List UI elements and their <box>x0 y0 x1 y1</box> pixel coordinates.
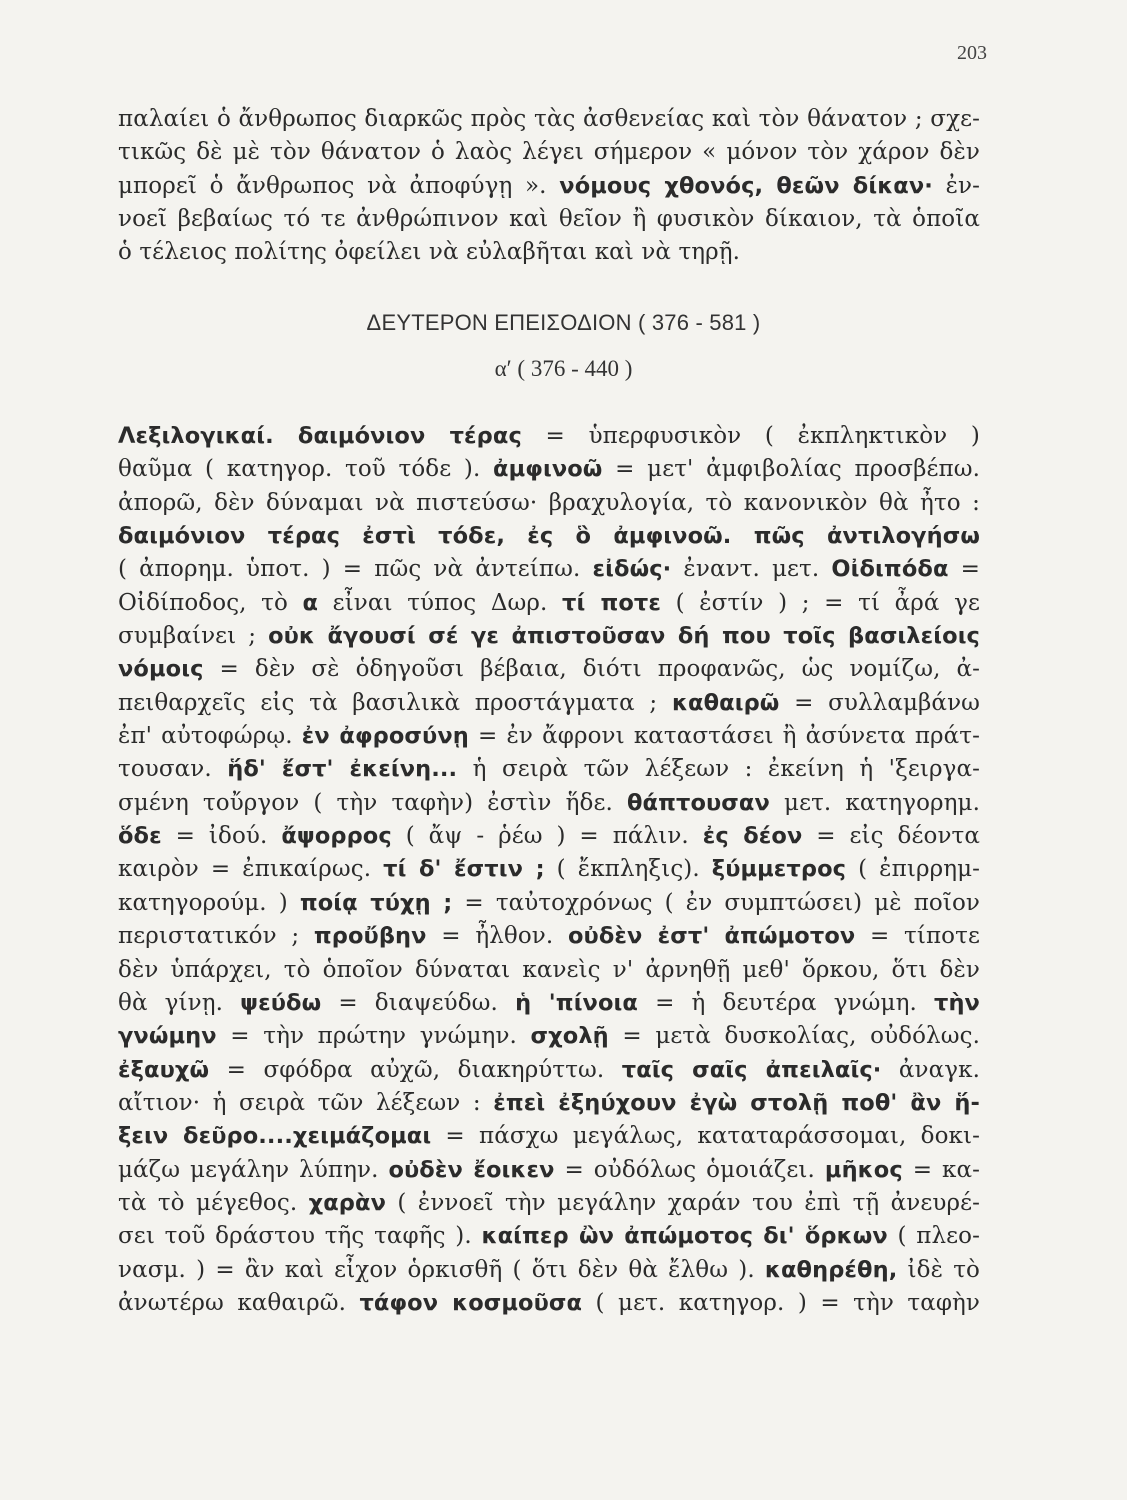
bold-term: νόμους χθονός, θεῶν δίκαν· <box>559 172 933 199</box>
text-span: = οὐδόλως ὁμοιάζει. <box>554 1156 825 1183</box>
text-line <box>118 487 980 520</box>
text-line <box>118 136 980 169</box>
bold-term: οὐδὲν ἔοικεν <box>388 1156 555 1183</box>
text-span: = τὴν πρώτην γνώμην. <box>216 1023 531 1050</box>
text-span: μπορεῖ ὁ ἄνθρωπος νὰ ἀποφύγῃ ». <box>118 172 560 199</box>
bold-term: ἀμφινοῶ <box>493 456 603 483</box>
text-line <box>118 420 980 453</box>
text-span: ( ἄψ - ῥέω ) = πάλιν. <box>391 823 703 850</box>
text-span: = ἦλθον. <box>426 923 568 950</box>
bold-term: οὐδὲν ἐστ' ἀπώμοτον <box>567 923 856 950</box>
text-span: Οἰδίποδος, τὸ <box>118 589 303 616</box>
text-span: ( ἐννοεῖ τὴν μεγάλην χαράν του ἐπὶ τῇ ἀνευρέ- <box>386 1189 980 1216</box>
text-line <box>118 987 980 1020</box>
bold-term: ἐπεὶ ἐξηύχουν ἐγὼ στολῇ ποθ' ἂν ἥ- <box>493 1089 980 1116</box>
text-span: εἶναι τύπος Δωρ. <box>318 589 563 616</box>
text-line <box>118 1054 980 1087</box>
subsection-heading: α′ ( 376 - 440 ) <box>494 356 633 381</box>
text-line <box>118 1254 980 1287</box>
text-line <box>118 653 980 686</box>
text-line <box>118 1154 980 1187</box>
bold-term: τί δ' ἔστιν ; <box>383 856 545 883</box>
text-span: = συλλαμβάνω <box>779 689 980 716</box>
text-line <box>118 236 980 269</box>
bold-term: προὔβην <box>313 923 427 950</box>
text-span: δὲν ὑπάρχει, τὸ ὁποῖον δύναται κανεὶς ν' ἀρνηθῇ μεθ' ὅρκου, ὅτι δὲν <box>118 956 980 983</box>
text-line <box>118 720 980 753</box>
text-line <box>118 103 980 136</box>
text-span: ἐναντ. μετ. <box>671 556 832 583</box>
text-span: αἴτιον· ἡ σειρὰ τῶν λέξεων : <box>118 1089 494 1116</box>
section-heading: ΔΕΥΤΕΡΟΝ ΕΠΕΙΣΟΔΙΟΝ ( 376 - 581 ) <box>366 310 761 335</box>
bold-term: ποίᾳ τύχῃ ; <box>299 889 453 916</box>
text-line <box>118 787 980 820</box>
text-span: σει τοῦ δράστου τῆς ταφῆς ). <box>118 1223 482 1250</box>
text-line <box>118 1120 980 1153</box>
bold-term: ἥδ' ἔστ' ἐκείνη... <box>227 756 458 783</box>
text-span: μετ. κατηγορημ. <box>769 789 980 816</box>
text-span: = πάσχω μεγάλως, καταταράσσομαι, δοκι- <box>431 1123 980 1150</box>
text-line <box>118 920 980 953</box>
text-line <box>118 1287 980 1320</box>
bold-term: εἰδώς· <box>592 556 672 583</box>
paragraph-glossary <box>118 420 980 1320</box>
bold-term: νόμοις <box>118 656 204 683</box>
bold-term: ἡ 'πίνοια <box>515 989 638 1016</box>
bold-term: ψεύδω <box>240 989 322 1016</box>
bold-term: γνώμην <box>118 1023 217 1050</box>
text-line <box>118 203 980 236</box>
text-line <box>118 453 980 486</box>
text-span: κατηγορούμ. ) <box>118 889 300 916</box>
text-span: συμβαίνει ; <box>118 623 269 650</box>
bold-term: α <box>302 589 319 616</box>
text-span: ( ἐπιρρημ- <box>846 856 980 883</box>
text-span: = τίποτε <box>855 923 980 950</box>
bold-term: ξειν δεῦρο....χειμάζομαι <box>118 1123 432 1150</box>
text-span: = ἰδού. <box>161 823 282 850</box>
text-span: τικῶς δὲ μὲ τὸν θάνατον ὁ λαὸς λέγει σήμερον « μόνον τὸν χάρον δὲν <box>118 139 980 166</box>
text-line <box>118 1187 980 1220</box>
bold-term: καίπερ ὢν ἀπώμοτος δι' ὅρκων <box>481 1223 888 1250</box>
text-span: = <box>948 556 980 583</box>
bold-term: τὴν <box>933 989 980 1016</box>
text-span: = διαψεύδω. <box>321 989 516 1016</box>
text-span: ἐν- <box>932 172 980 199</box>
text-span: = ὑπερφυσικὸν ( ἐκπληκτικὸν ) <box>521 423 980 449</box>
text-span: τὰ τὸ μέγεθος. <box>118 1189 309 1216</box>
text-line <box>118 820 980 853</box>
text-line <box>118 1020 980 1053</box>
bold-term: ἐξαυχῶ <box>118 1056 210 1083</box>
bold-term: καθηρέθη, <box>764 1256 898 1283</box>
bold-term: Λεξιλογικαί. δαιμόνιον τέρας <box>118 423 522 449</box>
page-number: 203 <box>957 42 987 64</box>
text-span: ἀπορῶ, δὲν δύναμαι νὰ πιστεύσω· βραχυλογία, τὸ κανονικὸν θὰ ἦτο : <box>118 489 980 516</box>
text-span: περιστατικόν ; <box>118 923 314 950</box>
text-span: ( μετ. κατηγορ. ) = τὴν ταφὴν <box>582 1289 980 1316</box>
text-span: πειθαρχεῖς εἰς τὰ βασιλικὰ προστάγματα ; <box>118 689 672 716</box>
bold-term: καθαιρῶ <box>671 689 780 716</box>
bold-term: ταῖς σαῖς ἀπειλαῖς· <box>621 1056 882 1083</box>
text-span: = δὲν σὲ ὁδηγοῦσι βέβαια, διότι προφανῶς, ὡς νομίζω, ἀ- <box>203 656 980 683</box>
text-span: ὁ τέλειος πολίτης ὀφείλει νὰ εὐλαβῆται καὶ νὰ τηρῇ. <box>118 239 741 266</box>
text-line <box>118 170 980 203</box>
text-line <box>118 1220 980 1253</box>
text-span: ( ἐστίν ) ; = τί ἆρά γε <box>661 589 980 616</box>
text-span: ἐπ' αὐτοφώρῳ. <box>118 723 302 750</box>
text-span: νασμ. ) = ἂν καὶ εἶχον ὁρκισθῆ ( ὅτι δὲν θὰ ἔλθω ). <box>118 1256 765 1283</box>
text-span: = ἡ δευτέρα γνώμη. <box>637 989 934 1016</box>
text-line <box>118 687 980 720</box>
text-line <box>118 853 980 886</box>
bold-term: Οἰδιπόδα <box>831 556 949 583</box>
text-span: θὰ γίνῃ. <box>118 989 241 1016</box>
text-span: ἡ σειρὰ τῶν λέξεων : ἐκείνη ἡ 'ξειργα- <box>457 756 980 783</box>
text-line <box>118 1087 980 1120</box>
bold-term: σχολῇ <box>530 1023 609 1050</box>
bold-term: ξύμμετρος <box>711 856 847 883</box>
bold-term: τί ποτε <box>562 589 661 616</box>
bold-term: δαιμόνιον τέρας ἐστὶ τόδε, ἐς ὃ ἀμφινοῶ. πῶς ἀντιλογήσω <box>118 523 980 550</box>
text-span: = μετὰ δυσκολίας, οὐδόλως. <box>608 1023 980 1050</box>
text-span: νοεῖ βεβαίως τό τε ἀνθρώπινον καὶ θεῖον ἢ φυσικὸν δίκαιον, τὰ ὁποῖα <box>118 205 980 232</box>
text-span: τουσαν. <box>118 756 228 783</box>
text-span: ἀνωτέρω καθαιρῶ. <box>118 1289 360 1316</box>
text-span: παλαίει ὁ ἄνθρωπος διαρκῶς πρὸς τὰς ἀσθενείας καὶ τὸν θάνατον ; σχε- <box>118 106 980 132</box>
text-line <box>118 954 980 987</box>
bold-term: ἐν ἀφροσύνῃ <box>301 723 469 750</box>
bold-term: θάπτουσαν <box>626 789 770 816</box>
bold-term: ὅδε <box>118 823 162 850</box>
text-span: = ἐν ἄφρονι καταστάσει ἢ ἀσύνετα πράτ- <box>468 723 980 750</box>
text-line <box>118 620 980 653</box>
text-span: = εἰς δέοντα <box>802 823 980 850</box>
text-span: ( ἀπορημ. ὑποτ. ) = πῶς νὰ ἀντείπω. <box>118 556 593 583</box>
text-span: ( ἔκπληξις). <box>544 856 712 883</box>
bold-term: μῆκος <box>824 1156 903 1183</box>
text-span: θαῦμα ( κατηγορ. τοῦ τόδε ). <box>118 456 494 483</box>
text-span: = μετ' ἀμφιβολίας προσβέπω. <box>602 456 980 483</box>
text-span: = κα- <box>902 1156 980 1183</box>
text-line <box>118 753 980 786</box>
text-line <box>118 553 980 586</box>
paragraph-intro <box>118 103 980 269</box>
text-span: ἀναγκ. <box>881 1056 980 1083</box>
text-span: ἰδὲ τὸ <box>897 1256 980 1283</box>
text-line <box>118 887 980 920</box>
text-span: = ταὐτοχρόνως ( ἐν συμπτώσει) μὲ ποῖον <box>452 889 980 916</box>
text-line <box>118 520 980 553</box>
bold-term: ἄψορρος <box>281 823 392 850</box>
text-span: ( πλεο- <box>887 1223 980 1250</box>
text-line <box>118 587 980 620</box>
bold-term: ἐς δέον <box>702 823 803 850</box>
bold-term: τάφον κοσμοῦσα <box>359 1289 583 1316</box>
text-span: καιρὸν = ἐπικαίρως. <box>118 856 384 883</box>
bold-term: χαρὰν <box>308 1189 387 1216</box>
text-span: = σφόδρα αὐχῶ, διακηρύττω. <box>209 1056 622 1083</box>
text-span: μάζω μεγάλην λύπην. <box>118 1156 389 1183</box>
bold-term: οὐκ ἄγουσί σέ γε ἀπιστοῦσαν δή που τοῖς βασιλείοις <box>268 623 980 650</box>
text-span: σμένη τοὔργον ( τὴν ταφὴν) ἐστὶν ἥδε. <box>118 789 627 816</box>
